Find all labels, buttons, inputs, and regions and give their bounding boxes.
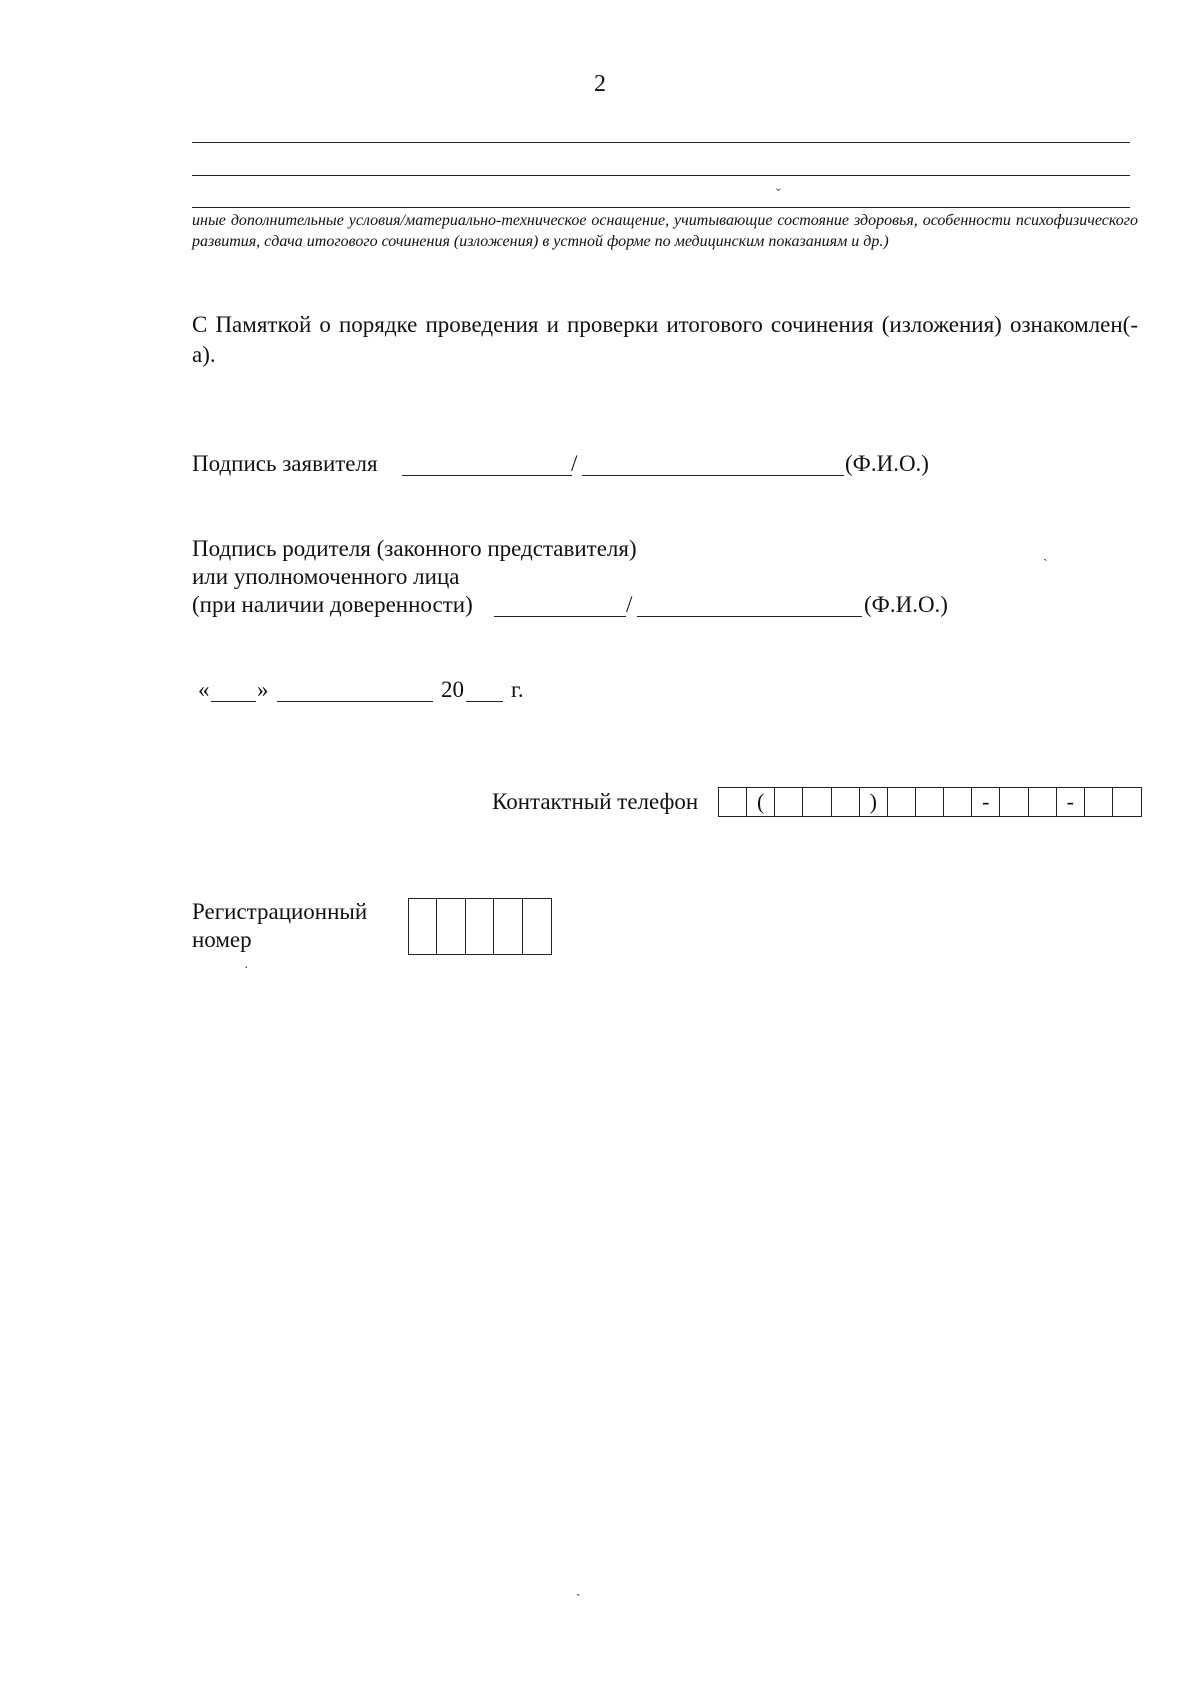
date-open-quote: « bbox=[198, 677, 210, 702]
registration-label-line2: номер bbox=[192, 927, 252, 952]
scan-speck: ˏ bbox=[576, 1582, 581, 1597]
date-month-field[interactable] bbox=[277, 701, 433, 702]
applicant-signature-label: Подпись заявителя bbox=[192, 451, 378, 476]
parent-signature-line1: Подпись родителя (законного представителя) bbox=[192, 536, 637, 561]
phone-cell[interactable] bbox=[803, 788, 831, 816]
date-day-field[interactable] bbox=[211, 701, 256, 702]
applicant-fio-label: (Ф.И.О.) bbox=[845, 451, 929, 476]
memo-acknowledgement: С Памяткой о порядке проведения и проверки итогового сочинения (изложения) ознакомлен(-а). bbox=[192, 312, 1138, 367]
phone-cells[interactable] bbox=[718, 787, 1142, 817]
registration-label-line1: Регистрационный bbox=[192, 899, 368, 924]
scan-speck: · bbox=[244, 961, 249, 976]
parent-signature-line3: (при наличии доверенности) bbox=[192, 592, 473, 617]
parent-signature-line2: или уполномоченного лица bbox=[192, 564, 460, 589]
registration-cell[interactable] bbox=[409, 899, 437, 954]
phone-cell[interactable] bbox=[775, 788, 803, 816]
registration-cell[interactable] bbox=[437, 899, 465, 954]
conditions-hint: иные дополнительные условия/материально-техническое оснащение, учитывающие состояние здоровья, особенности психофизического развития, сдача итогового сочинения (изложения) в устной форме по медицинским показаниям и др.) bbox=[192, 212, 1138, 250]
applicant-separator: / bbox=[571, 451, 578, 476]
registration-cell[interactable] bbox=[466, 899, 494, 954]
date-year-suffix: г. bbox=[511, 677, 524, 702]
scan-speck: ˏ bbox=[1043, 547, 1048, 562]
date-year-field[interactable] bbox=[466, 701, 503, 702]
parent-fio-label: (Ф.И.О.) bbox=[864, 592, 948, 617]
phone-cell[interactable] bbox=[1085, 788, 1113, 816]
phone-cell[interactable] bbox=[1113, 788, 1141, 816]
phone-cell-open-paren: ( bbox=[747, 788, 775, 816]
applicant-signature-field[interactable] bbox=[402, 475, 572, 476]
scan-speck: ˇ bbox=[776, 187, 781, 202]
phone-cell-dash: - bbox=[1057, 788, 1085, 816]
phone-cell[interactable] bbox=[888, 788, 916, 816]
phone-cell[interactable] bbox=[832, 788, 860, 816]
phone-cell-close-paren: ) bbox=[860, 788, 888, 816]
phone-cell[interactable] bbox=[916, 788, 944, 816]
parent-separator: / bbox=[626, 592, 633, 617]
blank-line-2[interactable] bbox=[192, 175, 1130, 176]
date-year-prefix: 20 bbox=[441, 677, 464, 702]
phone-label: Контактный телефон bbox=[492, 789, 699, 814]
phone-cell-dash: - bbox=[972, 788, 1000, 816]
phone-cell[interactable] bbox=[1029, 788, 1057, 816]
page-number: 2 bbox=[594, 71, 606, 97]
parent-fio-field[interactable] bbox=[637, 616, 862, 617]
parent-signature-field[interactable] bbox=[494, 616, 626, 617]
date-close-quote: » bbox=[257, 677, 269, 702]
phone-cell[interactable] bbox=[1000, 788, 1028, 816]
registration-cell[interactable] bbox=[523, 899, 551, 954]
blank-line-3[interactable] bbox=[192, 207, 1130, 208]
phone-cell[interactable] bbox=[944, 788, 972, 816]
applicant-fio-field[interactable] bbox=[582, 475, 844, 476]
blank-line-1[interactable] bbox=[192, 142, 1130, 143]
registration-cells[interactable] bbox=[408, 898, 552, 955]
phone-cell[interactable] bbox=[719, 788, 747, 816]
registration-cell[interactable] bbox=[494, 899, 522, 954]
